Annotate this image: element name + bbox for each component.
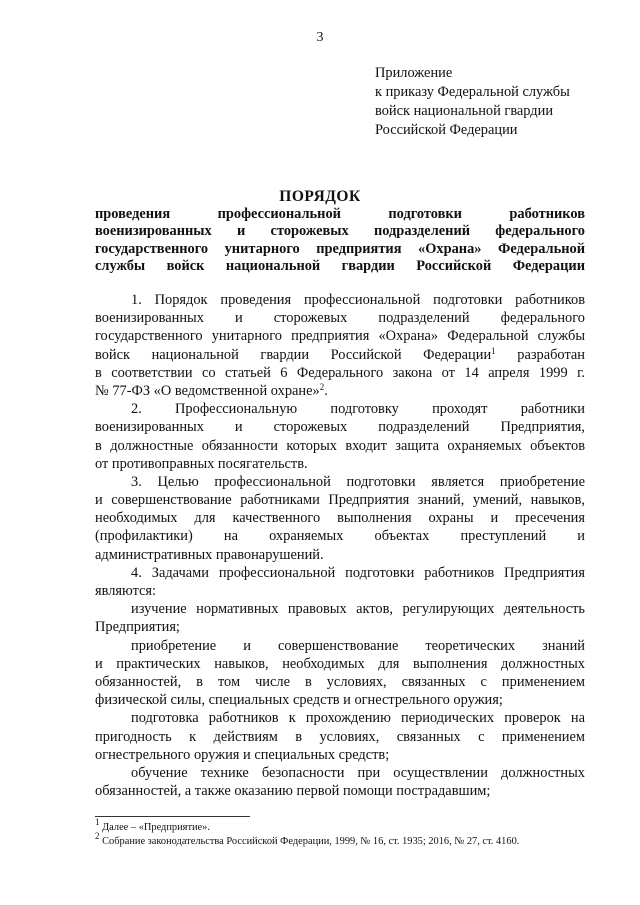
paragraph-2-line: военизированных и сторожевых подразделений Предприятия, [95, 419, 585, 436]
paragraph-3-line: 3. Целью профессиональной подготовки является приобретение [131, 473, 585, 490]
paragraph-6-line: обязанностей, в том числе в условиях, связанных с применением [95, 674, 585, 691]
subtitle-line: службы войск национальной гвардии Российской Федерации [95, 258, 585, 275]
footnote-ref-1[interactable]: 1 [491, 345, 496, 356]
paragraph-5-last-line: Предприятия; [95, 619, 180, 636]
paragraph-2-line: 2. Профессиональную подготовку проходят работники [131, 401, 585, 418]
paragraph-3-line: и совершенствование работниками Предприятия знаний, умений, навыков, [95, 492, 585, 509]
paragraph-2-last-line: от противоправных посягательств. [95, 455, 308, 472]
paragraph-1-line: государственного унитарного предприятия «Охрана» Федеральной службы [95, 328, 585, 345]
footnote-ref-2[interactable]: 2 [319, 381, 325, 392]
subtitle-line: проведения профессиональной подготовки работников [95, 206, 585, 222]
footnote-2-text: Собрание законодательства Российской Федерации, 1999, № 16, ст. 1935; 2016, № 27, ст. 4160. [99, 835, 520, 847]
paragraph-1-line: 1. Порядок проведения профессиональной подготовки работников [131, 292, 585, 308]
p1-line4-text: войск национальной гвардии Российской Федерации [95, 346, 492, 363]
document-subtitle [95, 206, 585, 276]
paragraph-7-line: пригодность к действиям в условиях, связанных с применением [95, 728, 585, 745]
paragraph-1-line: военизированных и сторожевых подразделений федерального [95, 310, 585, 327]
footnote-1 [95, 817, 585, 835]
paragraph-3-line: (профилактики) на охраняемых объектах преступлений и [95, 528, 585, 545]
paragraph-1-line [95, 346, 585, 364]
paragraph-4-last-line: являются: [95, 583, 157, 600]
footnote-2 [95, 830, 585, 849]
paragraph-3-line: необходимых для качественного выполнения охраны и пресечения [95, 510, 585, 527]
footnote-mark-1: 1 [95, 817, 100, 827]
subtitle-line: государственного унитарного предприятия «Охрана» Федеральной [95, 240, 585, 257]
page-number: 3 [316, 30, 324, 45]
footnote-divider [95, 816, 250, 817]
paragraph-1-last-line [95, 382, 585, 400]
paragraph-5-line: изучение нормативных правовых актов, регулирующих деятельность [131, 601, 585, 618]
appendix-block [375, 64, 600, 140]
p1-line4-tail: разработан [495, 346, 585, 363]
document-title: ПОРЯДОК [279, 188, 361, 205]
document-body [95, 291, 585, 800]
paragraph-8-last-line: обязанностей, а также оказанию первой помощи пострадавшим; [95, 783, 491, 800]
paragraph-1-line: в соответствии со статьей 6 Федерального закона от 14 апреля 1999 г. [95, 364, 585, 381]
footnote-1-text: Далее – «Предприятие». [99, 822, 210, 833]
paragraph-7-line: подготовка работников к прохождению периодических проверок на [131, 710, 585, 727]
p1-line6-tail: . [324, 382, 328, 399]
paragraph-6-line: приобретение и совершенствование теоретических знаний [131, 637, 585, 654]
appendix-line: к приказу Федеральной службы [375, 84, 570, 100]
paragraph-6-line: и практических навыков, необходимых для выполнения должностных [95, 655, 585, 672]
appendix-line: войск национальной гвардии [375, 103, 554, 119]
paragraph-8-line: обучение технике безопасности при осуществлении должностных [131, 764, 585, 781]
footnote-mark-2: 2 [95, 830, 100, 841]
p1-line6-text: № 77-ФЗ «О ведомственной охране» [95, 382, 320, 399]
paragraph-3-last-line: административных правонарушений. [95, 546, 324, 563]
paragraph-6-last-line: физической силы, специальных средств и огнестрельного оружия; [95, 692, 503, 709]
appendix-line: Приложение [375, 65, 453, 81]
appendix-line: Российской Федерации [375, 122, 518, 138]
paragraph-2-line: в должностные обязанности которых входит защита охраняемых объектов [95, 437, 585, 454]
paragraph-4-line: 4. Задачами профессиональной подготовки работников Предприятия [131, 564, 585, 581]
subtitle-line: военизированных и сторожевых подразделений федерального [95, 223, 585, 240]
paragraph-7-last-line: огнестрельного оружия и специальных средств; [95, 746, 390, 763]
footnotes [95, 817, 585, 848]
